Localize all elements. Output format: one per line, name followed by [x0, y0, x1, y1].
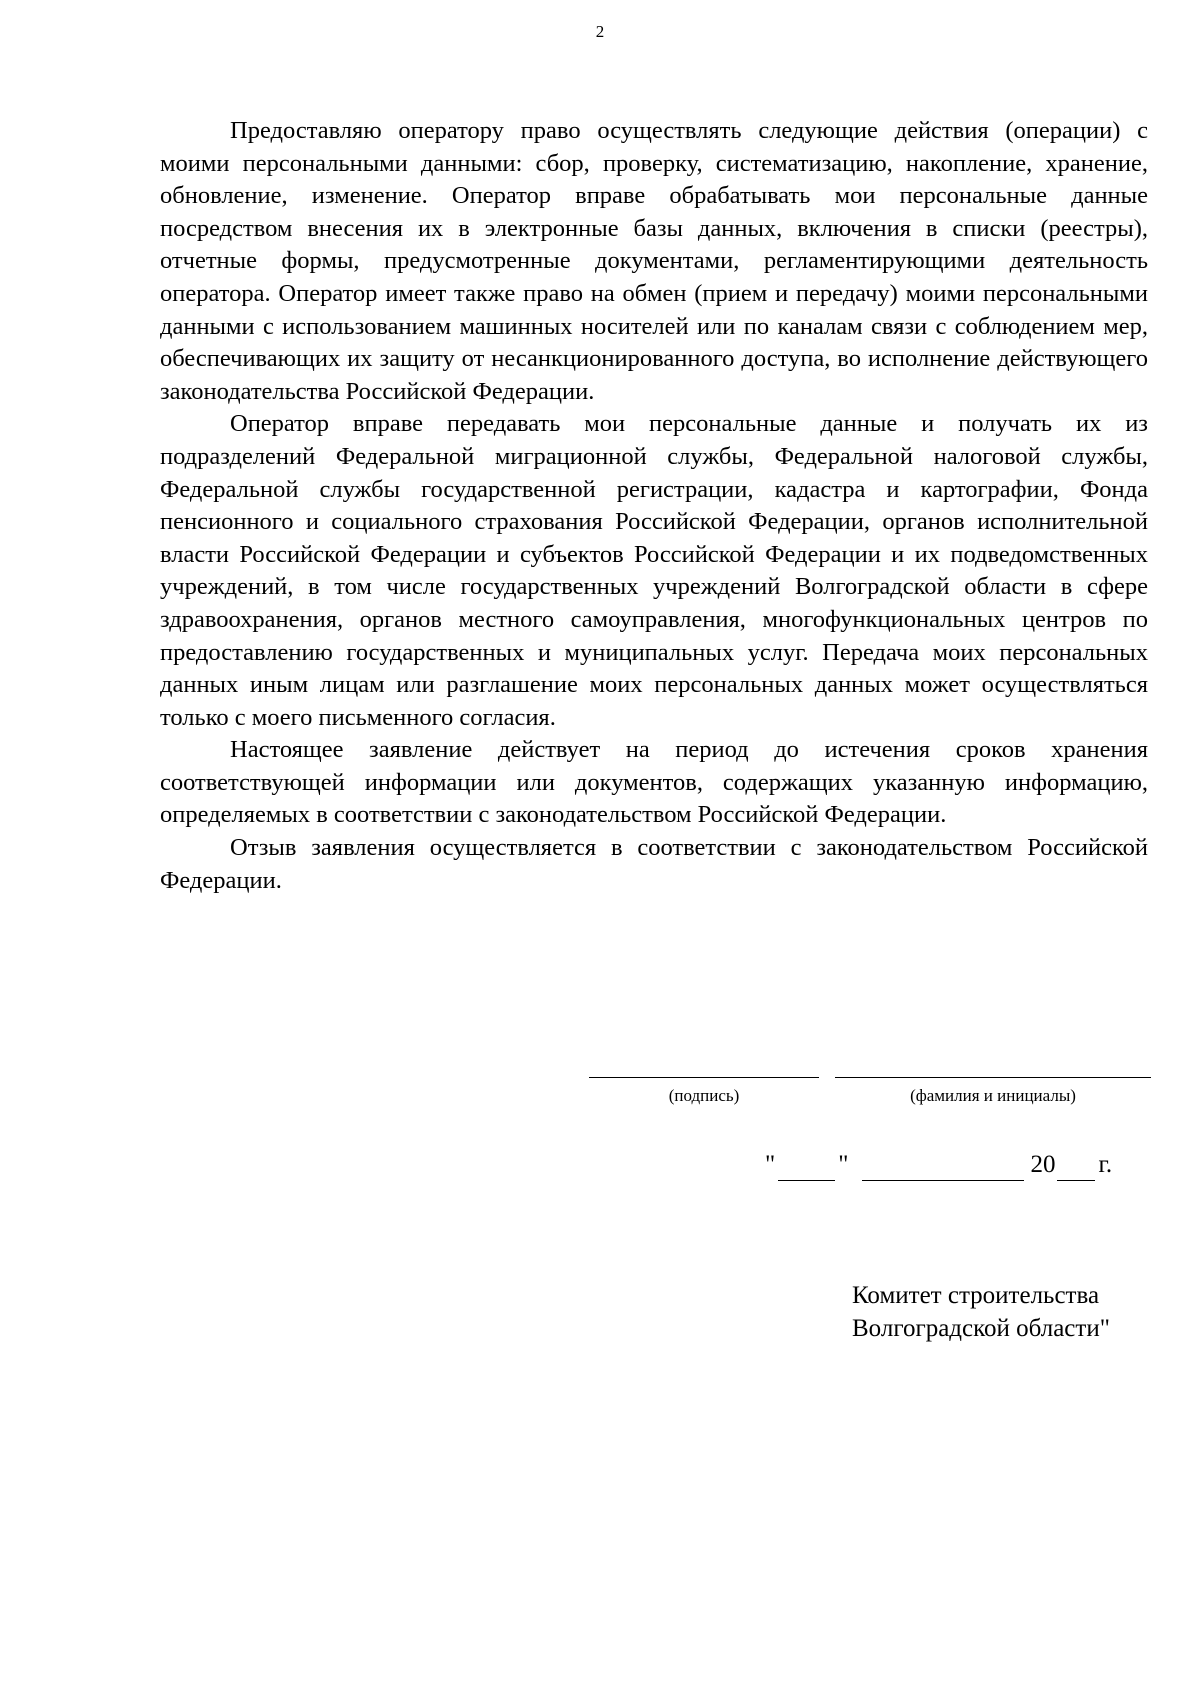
full-name-caption: (фамилия и инициалы) [910, 1086, 1076, 1105]
paragraph-operator-rights: Предоставляю оператору право осуществлять следующие действия (операции) с моими персональными данными: сбор, проверку, систематизацию, накопление, хранение, обновление, изменение. Оператор вправе обрабатывать мои персональные данные посредством внесения их в электронные базы данных, включения в списки (реестры), отчетные формы, предусмотренные документами, регламентирующими деятельность оператора. Оператор имеет также право на обмен (прием и передачу) моими персональными данными с использованием машинных носителей или по каналам связи с соблюдением мер, обеспечивающих их защиту от несанкционированного доступа, во исполнение действующего законодательства Российской Федерации. [160, 117, 1148, 405]
date-line [765, 1149, 1112, 1185]
full-name-line [835, 1077, 1151, 1078]
paragraph-revocation: Отзыв заявления осуществляется в соответствии с законодательством Российской Федерации. [160, 834, 1148, 894]
paragraph-data-transfer: Оператор вправе передавать мои персональные данные и получать их из подразделений Федеральной миграционной службы, Федеральной налоговой службы, Федеральной службы государственной регистрации, кадастра и картографии, Фонда пенсионного и социального страхования Российской Федерации, органов исполнительной власти Российской Федерации и субъектов Российской Федерации и их подведомственных учреждений, в том числе государственных учреждений Волгоградской области в сфере здравоохранения, органов местного самоуправления, многофункциональных центров по предоставлению государственных и муниципальных услуг. Передача моих персональных данных иным лицам или разглашение моих персональных данных может осуществляться только с моего письменного согласия. [160, 410, 1148, 731]
paragraph-validity-period: Настоящее заявление действует на период до истечения сроков хранения соответствующей информации или документов, содержащих указанную информацию, определяемых в соответствии с законодательством Российской Федерации. [160, 736, 1148, 829]
closing-line-1: Комитет строительства [852, 1282, 1100, 1309]
day-blank [778, 1154, 835, 1181]
date-close-quote: " [838, 1151, 849, 1178]
closing-block [852, 1279, 1152, 1345]
year-blank [1057, 1154, 1095, 1181]
closing-line-2: Волгоградской области" [852, 1315, 1110, 1342]
month-blank [862, 1154, 1024, 1181]
date-open-quote: " [765, 1151, 776, 1178]
document-body [160, 115, 1148, 897]
year-prefix: 20 [1030, 1151, 1056, 1178]
signature-line [589, 1077, 819, 1078]
signature-block [589, 1077, 1151, 1127]
signature-caption: (подпись) [668, 1086, 740, 1105]
page-number: 2 [595, 22, 605, 41]
year-suffix: г. [1098, 1151, 1113, 1178]
